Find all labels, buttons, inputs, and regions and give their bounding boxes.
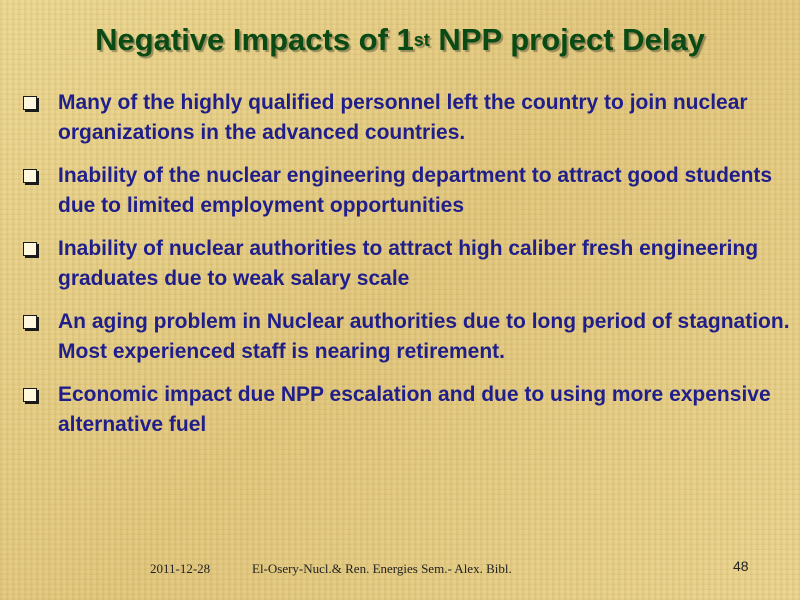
title-superscript: st — [413, 30, 430, 50]
bullet-list — [20, 88, 790, 453]
footer-text: El-Osery-Nucl.& Ren. Energies Sem.- Alex. Bibl. — [252, 561, 512, 576]
checkbox-square-icon — [23, 242, 37, 256]
bullet-text: Inability of the nuclear engineering department to attract good students due to limited employment opportunities — [58, 164, 773, 217]
bullet-item — [20, 307, 790, 367]
bullet-item — [20, 88, 790, 148]
title-main: Negative Impacts of 1 — [95, 22, 414, 57]
bullet-item — [20, 234, 790, 294]
checkbox-square-icon — [23, 169, 37, 183]
checkbox-square-icon — [23, 315, 37, 329]
bullet-item — [20, 161, 790, 221]
bullet-text: Inability of nuclear authorities to attract high caliber fresh engineering graduates due to weak salary scale — [58, 237, 759, 290]
bullet-text: Many of the highly qualified personnel left the country to join nuclear organizations in the advanced countries. — [58, 91, 748, 144]
bullet-item — [20, 380, 790, 440]
checkbox-square-icon — [23, 388, 37, 402]
page-number: 48 — [733, 558, 749, 574]
bullet-text: An aging problem in Nuclear authorities due to long period of stagnation. Most experienced staff is nearing retirement. — [58, 310, 790, 363]
bullet-text: Economic impact due NPP escalation and due to using more expensive alternative fuel — [58, 383, 771, 436]
slide-title — [0, 22, 800, 58]
footer-date: 2011-12-28 — [150, 561, 211, 576]
title-rest: NPP project Delay — [429, 22, 705, 57]
checkbox-square-icon — [23, 96, 37, 110]
